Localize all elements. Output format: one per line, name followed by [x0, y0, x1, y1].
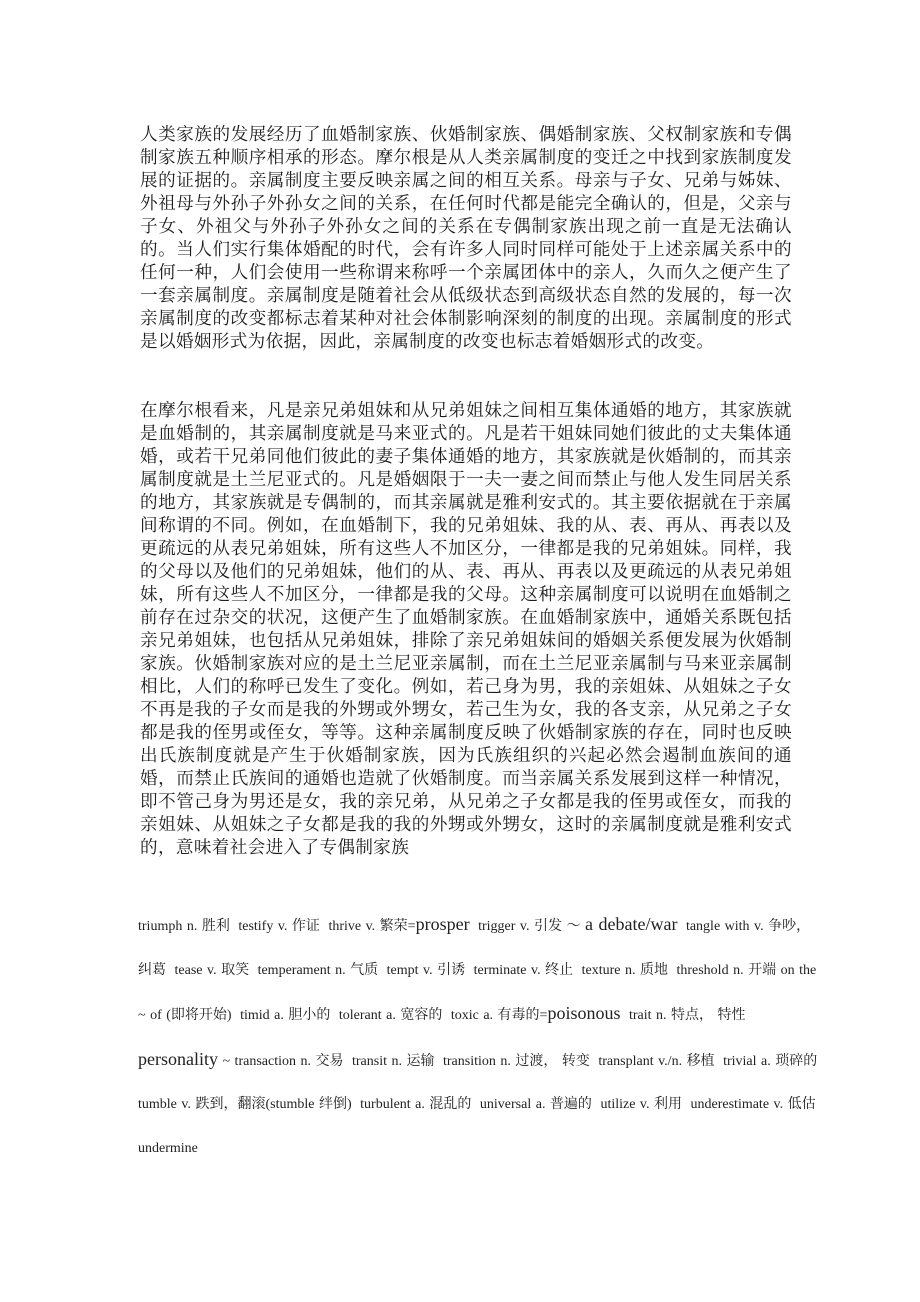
- vocab-term: timid a. 胆小的: [240, 1008, 331, 1024]
- body-paragraph-2: 在摩尔根看来，凡是亲兄弟姐妹和从兄弟姐妹之间相互集体通婚的地方，其家族就是血婚制的，其亲属制度就是马来亚式的。凡是若干姐妹同她们彼此的丈夫集体通婚，或若干兄弟同他们彼此的妻子集体通婚的地方，其家族就是伙婚制的，而其亲属制度就是土兰尼亚式的。凡是婚姻限于一夫一妻之间而禁止与他人发生同居关系的地方，其家族就是专偶制的，而其亲属就是雅利安式的。其主要依据就在于亲属间称谓的不同。例如，在血婚制下，我的兄弟姐妹、我的从、表、再从、再表以及更疏远的从表兄弟姐妹，所有这些人不加区分，一律都是我的兄弟姐妹。同样，我的父母以及他们的兄弟姐妹，他们的从、表、再从、再表以及更疏远的从表兄弟姐妹，所有这些人不加区分，一律都是我的父母。这种亲属制度可以说明在血婚制之前存在过杂交的状况，这便产生了血婚制家族。在血婚制家族中，通婚关系既包括亲兄弟姐妹，也包括从兄弟姐妹，排除了亲兄弟姐妹间的婚姻关系便发展为伙婚制家族。伙婚制家族对应的是土兰尼亚亲属制，而在土兰尼亚亲属制与马来亚亲属制相比，人们的称呼已发生了变化。例如，若己身为男，我的亲姐妹、从姐妹之子女不再是我的子女而是我的外甥或外甥女，若己生为女，我的各支亲，从兄弟之子女都是我的侄男或侄女，等等。这种亲属制度反映了伙婚制家族的存在，同时也反映出氏族制度就是产生于伙婚制家族，因为氏族组织的兴起必然会遏制血族间的通婚，而禁止氏族间的通婚也造就了伙婚制度。而当亲属关系发展到这样一种情况，即不管己身为男还是女，我的亲兄弟，从兄弟之子女都是我的侄男或侄女，而我的亲姐妹、从姐妹之子女都是我的我的外甥或外甥女，这时的亲属制度就是雅利安式的，意味着社会进入了专偶制家族: [140, 401, 792, 858]
- vocab-term: trait n. 特点， 特性: [628, 1008, 746, 1024]
- vocab-term: utilize v. 利用: [600, 1097, 683, 1113]
- vocab-term: universal a. 普遍的: [479, 1097, 592, 1113]
- vocab-term: transit n. 运输: [351, 1053, 435, 1069]
- vocab-term: threshold n. 开端 on the ~ of (即将开始): [138, 962, 817, 1024]
- vocab-term: underestimate v. 低估: [690, 1097, 816, 1113]
- vocab-term: tolerant a. 宽容的: [338, 1008, 443, 1024]
- vocab-term: poisonous: [547, 1003, 621, 1024]
- vocab-term: trigger v. 引发 ～: [478, 919, 581, 934]
- vocab-term: toxic a. 有毒的=: [450, 1008, 548, 1024]
- body-paragraph-1: 人类家族的发展经历了血婚制家族、伙婚制家族、偶婚制家族、父权制家族和专偶制家族五种顺序相承的形态。摩尔根是从人类亲属制度的变迁之中找到家族制度发展的证据的。亲属制度主要反映亲属之间的相互关系。母亲与子女、兄弟与姊妹、外祖母与外孙子外孙女之间的关系，在任何时代都是能完全确认的，但是，父亲与子女、外祖父与外孙子外孙女之间的关系在专偶制家族出现之前一直是无法确认的。当人们实行集体婚配的时代，会有许多人同时同样可能处于上述亲属关系中的任何一种，人们会使用一些称谓来称呼一个亲属团体中的亲人，久而久之便产生了一套亲属制度。亲属制度是随着社会从低级状态到高级状态自然的发展的，每一次亲属制度的改变都标志着某种对社会体制影响深刻的制度的出现。亲属制度的形式是以婚姻形式为依据，因此，亲属制度的改变也标志着婚姻形式的改变。: [140, 125, 792, 352]
- vocab-term: terminate v. 终止: [473, 962, 574, 978]
- vocab-term: thrive v. 繁荣=: [328, 919, 416, 934]
- vocab-term: personality: [138, 1048, 218, 1069]
- vocab-term: temperament n. 气质: [257, 962, 379, 978]
- vocab-term: testify v. 作证: [238, 919, 320, 934]
- vocab-term: prosper: [415, 914, 470, 934]
- vocab-term: texture n. 质地: [581, 962, 668, 978]
- vocab-term: ~ transaction n. 交易: [222, 1053, 344, 1069]
- vocab-term: tempt v. 引诱: [386, 962, 466, 978]
- vocab-term: transition n. 过渡， 转变: [442, 1053, 590, 1069]
- vocabulary-list: [138, 903, 828, 1171]
- vocab-term: tumble v. 跌到，翻滚(stumble 绊倒): [138, 1097, 352, 1113]
- vocab-term: trivial a. 琐碎的: [723, 1053, 818, 1069]
- vocab-term: tease v. 取笑: [174, 962, 250, 978]
- vocab-term: turbulent a. 混乱的: [360, 1097, 472, 1113]
- vocab-term: undermine: [138, 1140, 198, 1156]
- vocab-term: a debate/war: [585, 914, 678, 934]
- vocab-term: tangle with v. 争吵， 纠葛: [138, 919, 811, 978]
- vocab-term: triumph n. 胜利: [138, 919, 230, 934]
- vocab-term: transplant v./n. 移植: [598, 1053, 715, 1069]
